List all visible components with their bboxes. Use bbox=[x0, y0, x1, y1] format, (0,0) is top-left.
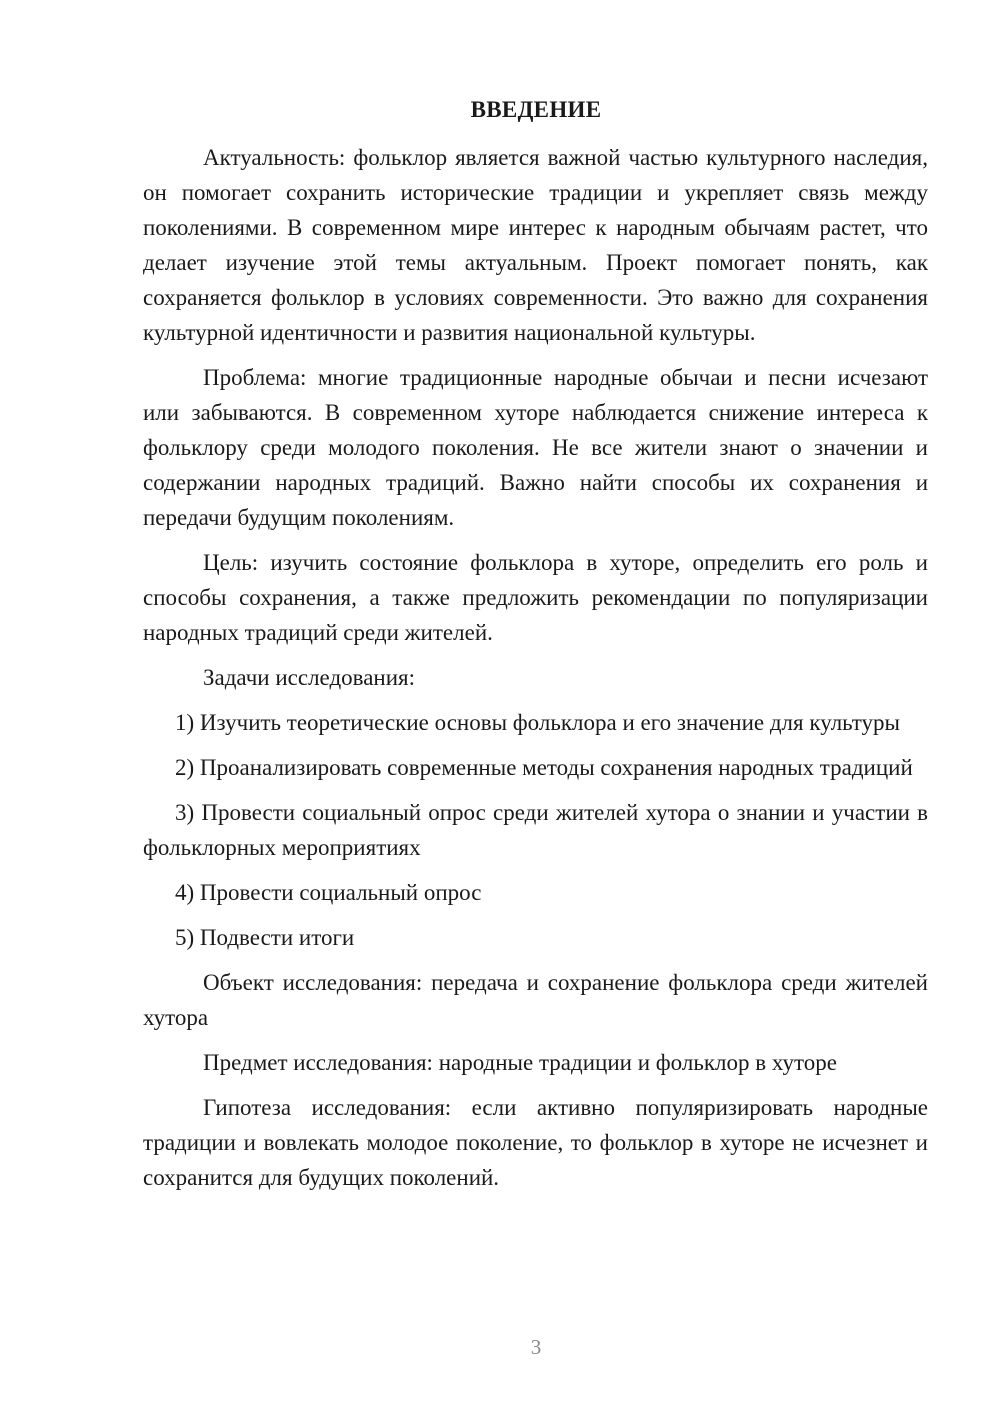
task-item: 3) Провести социальный опрос среди жителей хутора о знании и участии в фольклорных мероприятиях bbox=[143, 800, 928, 860]
paragraph-relevance: Актуальность: фольклор является важной частью культурного наследия, он помогает сохранить исторические традиции и укрепляет связь между поколениями. В современном мире интерес к народным обычаям растет, что делает изучение этой темы актуальным. Проект помогает понять, как сохраняется фольклор в условиях современности. Это важно для сохранения культурной идентичности и развития национальной культуры. bbox=[143, 145, 928, 345]
document-body bbox=[143, 92, 928, 1205]
paragraph-subject: Предмет исследования: народные традиции и фольклор в хуторе bbox=[203, 1050, 837, 1075]
paragraph-hypothesis: Гипотеза исследования: если активно популяризировать народные традиции и вовлекать молодое поколение, то фольклор в хуторе не исчезнет и сохранится для будущих поколений. bbox=[143, 1095, 928, 1190]
paragraph-object: Объект исследования: передача и сохранение фольклора среди жителей хутора bbox=[143, 970, 928, 1030]
task-item: 4) Провести социальный опрос bbox=[175, 880, 482, 905]
page-number: 3 bbox=[530, 1335, 542, 1359]
section-heading: ВВЕДЕНИЕ bbox=[470, 97, 602, 122]
paragraph-goal: Цель: изучить состояние фольклора в хуторе, определить его роль и способы сохранения, а также предложить рекомендации по популяризации народных традиций среди жителей. bbox=[143, 550, 928, 645]
task-item: 2) Проанализировать современные методы сохранения народных традиций bbox=[175, 755, 913, 780]
paragraph-problem: Проблема: многие традиционные народные обычаи и песни исчезают или забываются. В современном хуторе наблюдается снижение интереса к фольклору среди молодого поколения. Не все жители знают о значении и содержании народных традиций. Важно найти способы их сохранения и передачи будущим поколениям. bbox=[143, 365, 928, 530]
task-item: 1) Изучить теоретические основы фольклора и его значение для культуры bbox=[175, 710, 900, 735]
task-item: 5) Подвести итоги bbox=[175, 925, 355, 950]
tasks-title: Задачи исследования: bbox=[203, 665, 416, 690]
